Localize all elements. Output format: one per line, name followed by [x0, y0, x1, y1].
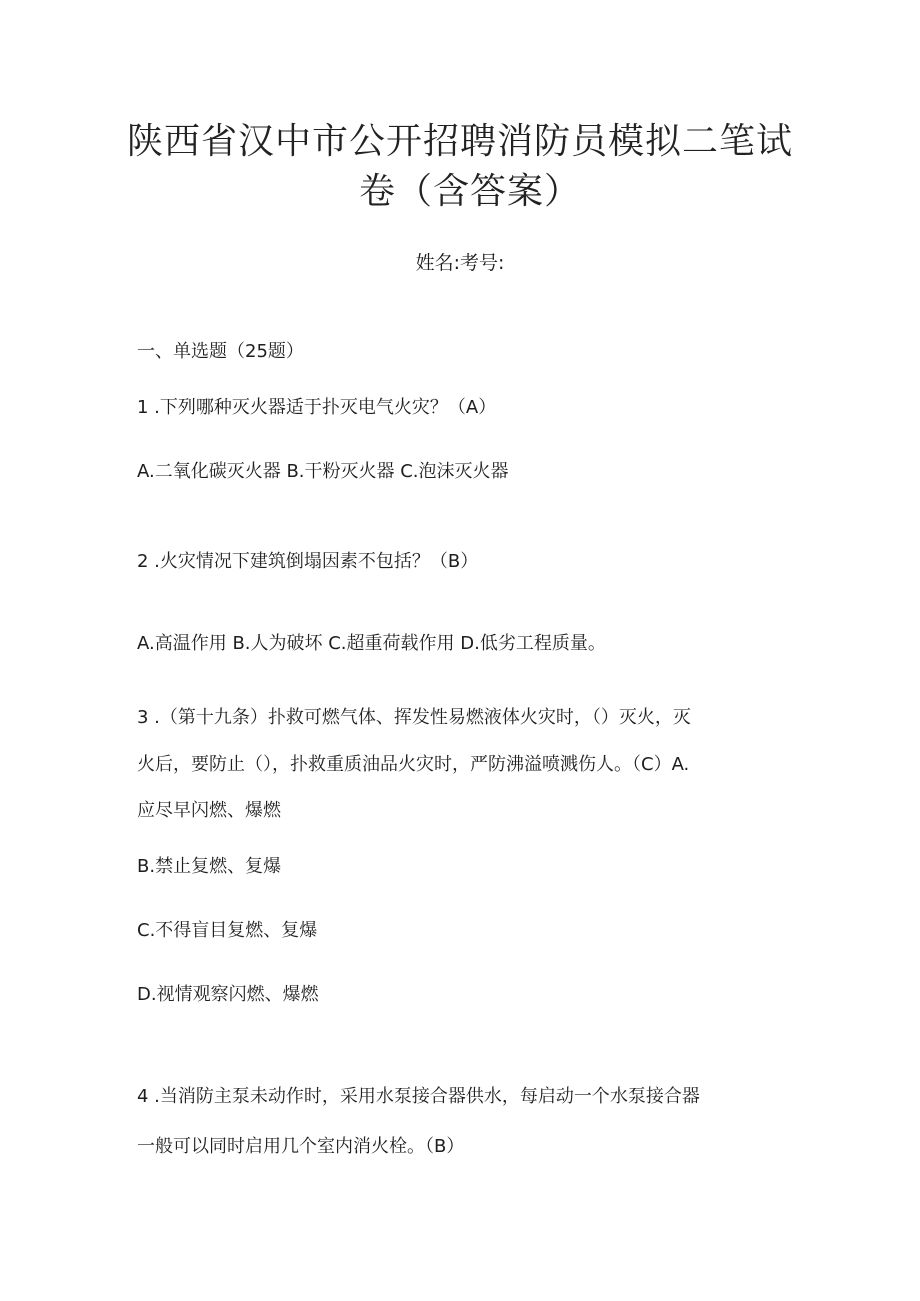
- question-4-stem-line-1: 4 .当消防主泵未动作时，采用水泵接合器供水，每启动一个水泵接合器: [137, 1086, 700, 1107]
- question-3-stem-line-2: 火后，要防止（），扑救重质油品火灾时，严防沸溢喷溅伤人。（C）A.: [137, 754, 690, 775]
- candidate-fields: 姓名:考号:: [415, 252, 505, 274]
- question-1-stem: 1 .下列哪种灭火器适于扑灭电气火灾？（A）: [137, 397, 497, 418]
- document-title-line-2: 卷（含答案）: [358, 171, 581, 212]
- question-3-stem-line-3: 应尽早闪燃、爆燃: [137, 800, 281, 821]
- question-4-stem-line-2: 一般可以同时启用几个室内消火栓。（B）: [137, 1136, 465, 1157]
- question-3-option-c: C.不得盲目复燃、复爆: [137, 920, 318, 941]
- section-heading: 一、单选题（25题）: [137, 341, 304, 362]
- document-title-line-1: 陕西省汉中市公开招聘消防员模拟二笔试: [126, 121, 793, 162]
- question-1-options: A.二氧化碳灭火器 B.干粉灭火器 C.泡沫灭火器: [137, 461, 509, 482]
- question-3-option-d: D.视情观察闪燃、爆燃: [137, 984, 319, 1005]
- question-3-stem-line-1: 3 .（第十九条）扑救可燃气体、挥发性易燃液体火灾时，（）灭火，灭: [137, 707, 691, 728]
- question-3-option-b: B.禁止复燃、复爆: [137, 856, 282, 877]
- question-2-options: A.高温作用 B.人为破坏 C.超重荷载作用 D.低劣工程质量。: [137, 633, 606, 654]
- question-2-stem: 2 .火灾情况下建筑倒塌因素不包括？（B）: [137, 551, 479, 572]
